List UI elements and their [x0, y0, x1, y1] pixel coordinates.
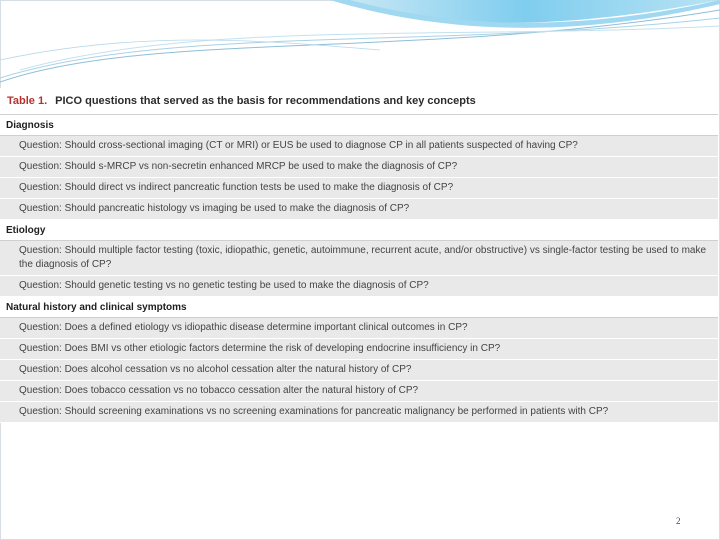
table-row: Question: Should pancreatic histology vs imaging be used to make the diagnosis of CP?: [0, 199, 718, 220]
table-row: Question: Does tobacco cessation vs no tobacco cessation alter the natural history of CP?: [0, 381, 718, 402]
pico-table: [0, 88, 718, 423]
section-heading-etiology: Etiology: [0, 220, 718, 241]
table-row: Question: Does alcohol cessation vs no alcohol cessation alter the natural history of CP?: [0, 360, 718, 381]
table-title: [0, 88, 718, 115]
header-wave-decoration: [0, 0, 720, 90]
table-row: Question: Does BMI vs other etiologic factors determine the risk of developing endocrine insufficiency in CP?: [0, 339, 718, 360]
table-row: Question: Should screening examinations vs no screening examinations for pancreatic malignancy be performed in patients with CP?: [0, 402, 718, 423]
wave-line-4: [0, 40, 380, 60]
section-heading-natural-history: Natural history and clinical symptoms: [0, 297, 718, 318]
table-number: Table 1.: [7, 95, 48, 107]
table-row: Question: Should multiple factor testing (toxic, idiopathic, genetic, autoimmune, recurrent acute, and/or obstructive) vs single-factor testing be used to make the diagnosis of CP?: [0, 241, 718, 276]
table-row: Question: Should s-MRCP vs non-secretin enhanced MRCP be used to make the diagnosis of CP?: [0, 157, 718, 178]
table-row: Question: Should cross-sectional imaging (CT or MRI) or EUS be used to diagnose CP in all patients suspected of having CP?: [0, 136, 718, 157]
wave-line-3: [20, 26, 720, 70]
table-row: Question: Does a defined etiology vs idiopathic disease determine important clinical outcomes in CP?: [0, 318, 718, 339]
table-title-text: PICO questions that served as the basis for recommendations and key concepts: [55, 95, 476, 107]
section-heading-diagnosis: Diagnosis: [0, 115, 718, 136]
table-row: Question: Should direct vs indirect pancreatic function tests be used to make the diagnosis of CP?: [0, 178, 718, 199]
table-row: Question: Should genetic testing vs no genetic testing be used to make the diagnosis of CP?: [0, 276, 718, 297]
page-number: 2: [676, 516, 681, 526]
